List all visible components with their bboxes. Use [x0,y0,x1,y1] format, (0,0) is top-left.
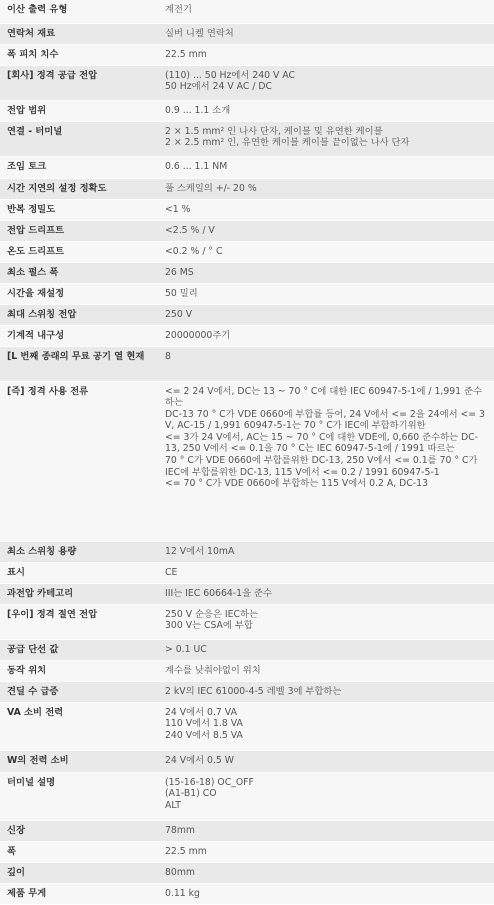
spec-value-line: 2 kV의 IEC 61000-4-5 레벨 3에 부합하는 [165,685,342,697]
spec-label: 전압 드리프트 [0,220,162,241]
spec-value [162,346,494,381]
spec-row [0,65,494,100]
spec-row [0,562,494,583]
spec-value [162,639,494,660]
spec-value-line: 50 Hz에서 24 V AC / DC [165,81,273,93]
spec-label: 기계적 내구성 [0,325,162,346]
spec-value-line: 계수를 낮춰야없이 위치 [165,664,261,676]
spec-value-line: 2 × 1.5 mm² 인 나사 단자, 케이블 및 유연한 케이블 [165,125,383,137]
spec-value-line: ALT [165,799,181,811]
spec-row [0,702,494,750]
spec-value [162,841,494,862]
spec-row [0,241,494,262]
spec-value [162,541,494,562]
spec-value-line: 50 밀리 [165,287,198,299]
spec-label: 공급 단선 값 [0,639,162,660]
spec-row [0,820,494,841]
spec-value [162,772,494,820]
spec-value-line: 250 V [165,308,193,320]
spec-value-line: 240 V에서 8.5 VA [165,729,243,741]
spec-label: 시간 지연의 설정 정확도 [0,178,162,199]
spec-row [0,199,494,220]
spec-label: 터미널 설명 [0,772,162,820]
spec-label: 제품 무게 [0,883,162,904]
spec-row [0,121,494,156]
spec-value [162,681,494,702]
spec-row [0,883,494,904]
spec-row [0,325,494,346]
spec-label: 연락처 재료 [0,23,162,44]
spec-row [0,681,494,702]
spec-row [0,346,494,381]
spec-row [0,100,494,121]
spec-row [0,750,494,772]
spec-value [162,44,494,65]
spec-row [0,381,494,541]
spec-label: 신장 [0,820,162,841]
spec-value-line: 24 V에서 0.5 W [165,754,234,766]
spec-row [0,583,494,604]
spec-value-line: 12 V에서 10mA [165,545,235,557]
spec-label: [즉] 정격 사용 전류 [0,381,162,541]
spec-label: VA 소비 전력 [0,702,162,750]
spec-row [0,841,494,862]
spec-label: [L 번째 종래의 무료 공기 열 현재 [0,346,162,381]
spec-value [162,178,494,199]
spec-label: 최소 펄스 폭 [0,262,162,283]
spec-value [162,381,494,541]
spec-value-line: 70 ° C가 VDE 0660에 부합를위한 DC-13, 250 V에서 <= 0.1를 70 ° C가 IEC에 부합를위한 DC-13, 115 V에서 <= 0.2 / 1991 60947-5-1 [165,455,478,478]
spec-value-line: III는 IEC 60664-1을 준수 [165,587,272,599]
spec-value-line: > 0.1 UC [165,643,207,655]
spec-label: 전압 범위 [0,100,162,121]
spec-label: 깊이 [0,862,162,883]
spec-row [0,44,494,65]
spec-label: 폭 [0,841,162,862]
spec-label: 시간을 재설정 [0,283,162,304]
spec-label: [우이] 정격 절연 전압 [0,604,162,639]
spec-value-line: 80mm [165,866,195,878]
spec-value-line: 0.9 ... 1.1 소개 [165,104,231,116]
spec-row [0,283,494,304]
spec-label: 최대 스위칭 전압 [0,304,162,325]
spec-value-line: 300 V는 CSA에 부합 [165,620,253,632]
spec-value-line: 78mm [165,824,195,836]
spec-label: 견딜 수 급증 [0,681,162,702]
spec-value-line: 실버 니켈 연락처 [165,27,234,39]
spec-value-line: <0.2 % / ° C [165,245,223,257]
spec-label: 반복 정밀도 [0,199,162,220]
spec-value [162,660,494,681]
spec-label: 동작 위치 [0,660,162,681]
spec-row [0,604,494,639]
spec-label: 이산 출력 유형 [0,0,162,23]
spec-row [0,660,494,681]
spec-value [162,750,494,772]
spec-value [162,0,494,23]
spec-value [162,562,494,583]
spec-value [162,325,494,346]
spec-value-line: <2.5 % / V [165,224,215,236]
spec-value [162,883,494,904]
spec-value [162,121,494,156]
spec-value [162,604,494,639]
spec-row [0,23,494,44]
spec-value-line: <1 % [165,203,191,215]
spec-value-line: CE [165,566,178,578]
spec-row [0,639,494,660]
spec-value-line: 계전기 [165,4,192,15]
spec-value [162,241,494,262]
spec-value [162,220,494,241]
spec-value-line: 8 [165,350,171,362]
spec-row [0,220,494,241]
spec-row [0,178,494,199]
spec-value [162,304,494,325]
spec-value [162,156,494,178]
spec-row [0,304,494,325]
spec-value [162,820,494,841]
spec-value [162,862,494,883]
spec-value [162,262,494,283]
spec-value-line: <= 3가 24 V에서, AC는 15 ~ 70 ° C에 대한 VDE에, 0,660 준수하는 DC-13, 250 V에서 <= 0.1을 70 ° C는 IEC 60947-5-1에 / 1991 따르는 [165,431,479,455]
spec-value-line: 110 V에서 1.8 VA [165,718,243,730]
spec-value-line: 22.5 mm [165,845,207,857]
spec-row [0,0,494,23]
spec-value-line: (110) ... 50 Hz에서 240 V AC [165,69,296,81]
spec-value-line: <= 2 24 V에서, DC는 13 ~ 70 ° C에 대한 IEC 60947-5-1에 / 1,991 준수하는 [165,385,483,409]
spec-row [0,862,494,883]
spec-label: 조임 토크 [0,156,162,178]
spec-label: 온도 드리프트 [0,241,162,262]
spec-value-line: <= 70 ° C가 VDE 0660에 부합하는 115 V에서 0.2 A, DC-13 [165,478,428,490]
spec-row [0,262,494,283]
spec-value-line: 풀 스케일의 +/- 20 % [165,182,257,194]
spec-value [162,583,494,604]
spec-value [162,283,494,304]
spec-value-line: 250 V 순응은 IEC하는 [165,608,258,620]
spec-label: 연결 - 터미널 [0,121,162,156]
spec-value-line: 0.11 kg [165,887,200,899]
spec-label: W의 전력 소비 [0,750,162,772]
spec-value-line: (A1-B1) CO [165,788,217,800]
spec-value [162,199,494,220]
spec-row [0,541,494,562]
spec-label: 최소 스위칭 용량 [0,541,162,562]
spec-value [162,23,494,44]
spec-value-line: 20000000주기 [165,329,231,341]
spec-value-line: 22.5 mm [165,48,207,60]
spec-value [162,702,494,750]
spec-label: 표시 [0,562,162,583]
spec-value-line: (15-16-18) OC_OFF [165,776,254,788]
spec-value-line: 2 × 2.5 mm² 인, 유연한 케이블 케이블 끝이없는 나사 단자 [165,137,410,149]
spec-value-line: 0.6 ... 1.1 NM [165,160,228,172]
spec-value [162,100,494,121]
spec-row [0,156,494,178]
spec-row [0,772,494,820]
spec-value [162,65,494,100]
spec-value-line: DC-13 70 ° C가 VDE 0660에 부합률 등어, 24 V에서 <= 2을 24에서 <= 3 V, AC-15 / 1,991 60947-5-1는 70 ° C가 IEC에 부합하기위한 [165,408,485,432]
spec-label: 폭 피치 치수 [0,44,162,65]
spec-value-line: 26 MS [165,266,194,278]
spec-label: [회사] 정격 공급 전압 [0,65,162,100]
spec-label: 과전압 카테고리 [0,583,162,604]
spec-value-line: 24 V에서 0.7 VA [165,706,237,718]
